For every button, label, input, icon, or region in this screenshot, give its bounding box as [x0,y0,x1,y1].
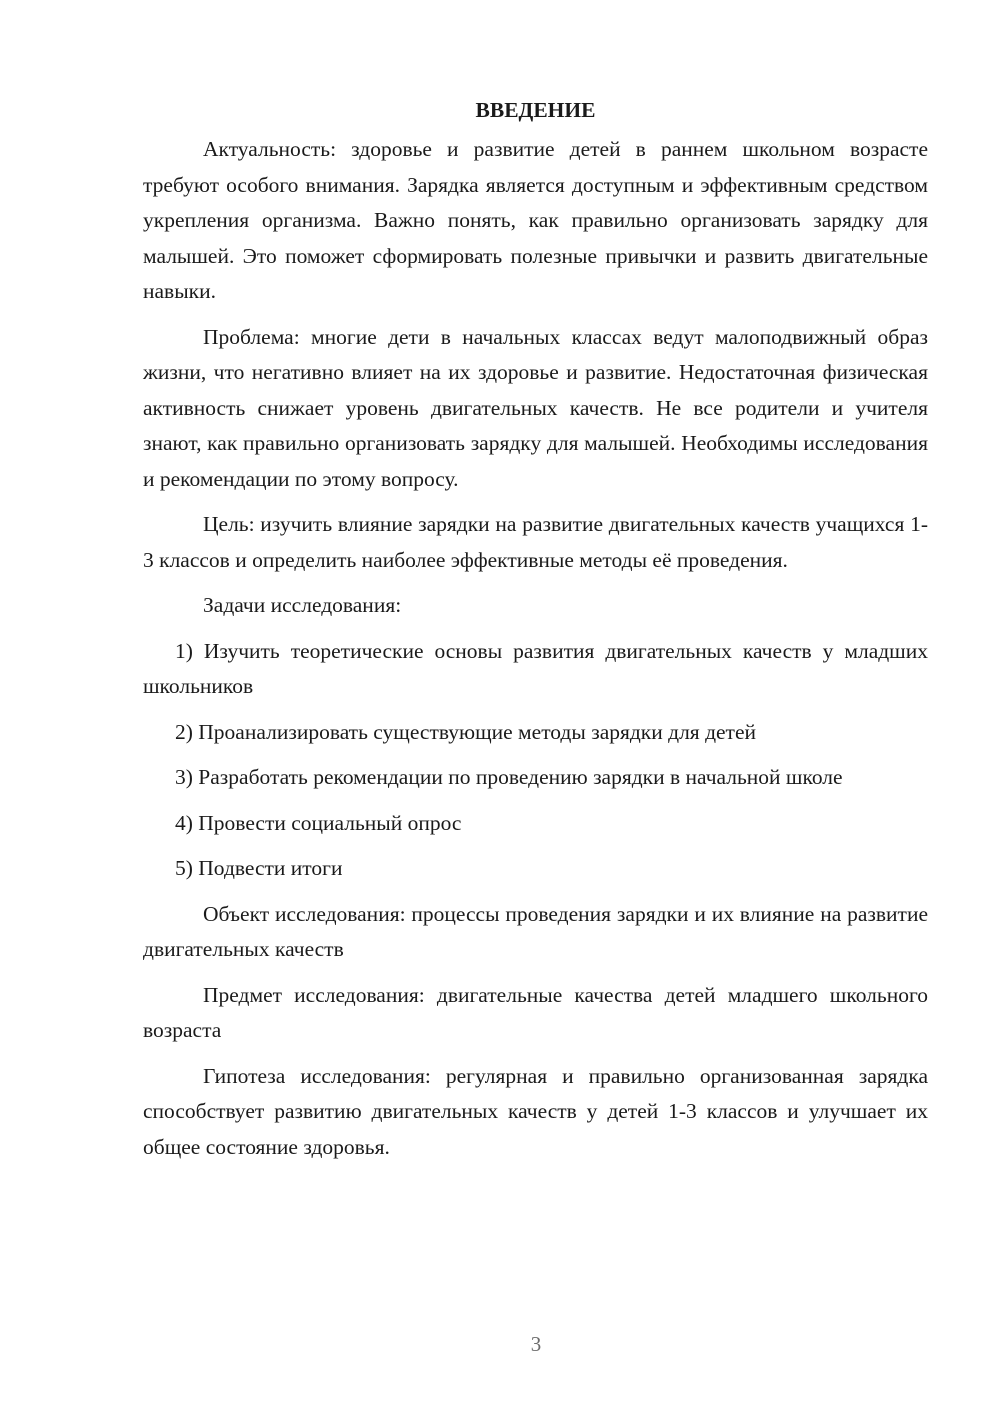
task-item-2: 2) Проанализировать существующие методы зарядки для детей [175,719,756,744]
problem-paragraph: Проблема: многие дети в начальных классах ведут малоподвижный образ жизни, что негативно влияет на их здоровье и развитие. Недостаточная физическая активность снижает уровень двигательных качеств. Не все родители и учителя знают, как правильно организовать зарядку для малышей. Необходимы исследования и рекомендации по этому вопросу. [143,324,928,491]
hypothesis-paragraph: Гипотеза исследования: регулярная и правильно организованная зарядка способствует развитию двигательных качеств у детей 1-3 классов и улучшает их общее состояние здоровья. [143,1063,928,1159]
task-item-4: 4) Провести социальный опрос [175,810,462,835]
tasks-heading: Задачи исследования: [203,593,402,617]
section-title: ВВЕДЕНИЕ [475,98,596,122]
relevance-paragraph: Актуальность: здоровье и развитие детей в раннем школьном возрасте требуют особого внимания. Зарядка является доступным и эффективным средством укрепления организма. Важно понять, как правильно организовать зарядку для малышей. Это поможет сформировать полезные привычки и развить двигательные навыки. [143,137,928,303]
subject-paragraph: Предмет исследования: двигательные качества детей младшего школьного возраста [143,982,928,1042]
task-item-1: 1) Изучить теоретические основы развития двигательных качеств у младших школьников [143,638,928,698]
object-paragraph: Объект исследования: процессы проведения зарядки и их влияние на развитие двигательных качеств [143,901,928,961]
task-item-3: 3) Разработать рекомендации по проведению зарядки в начальной школе [175,765,843,789]
task-item-5: 5) Подвести итоги [175,856,343,880]
page-number: 3 [530,1332,542,1356]
goal-paragraph: Цель: изучить влияние зарядки на развитие двигательных качеств учащихся 1-3 классов и определить наиболее эффективные методы её проведения. [143,512,928,572]
document-page [143,92,928,1175]
